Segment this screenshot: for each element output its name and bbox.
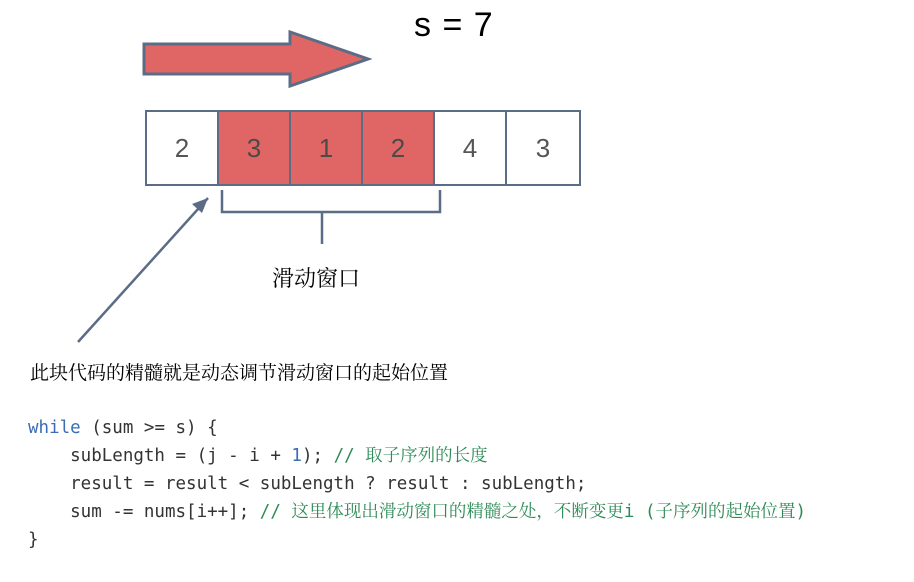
code-comment: // 这里体现出滑动窗口的精髓之处，不断变更i (子序列的起始位置) <box>259 502 807 522</box>
code-text: result = result < subLength ? result : subLength; <box>28 474 587 494</box>
code-text: sum -= nums[i++]; <box>28 502 260 522</box>
code-comment: // 取子序列的长度 <box>333 446 488 466</box>
code-keyword-while: while <box>28 418 81 438</box>
code-number: 1 <box>291 446 302 466</box>
code-block <box>28 386 806 582</box>
right-arrow-icon <box>140 28 372 90</box>
array-cell: 3 <box>219 112 291 184</box>
array-cell: 3 <box>507 112 579 184</box>
sliding-window-label: 滑动窗口 <box>272 266 361 291</box>
code-text: subLength = (j - i + <box>28 446 292 466</box>
array-cell: 2 <box>147 112 219 184</box>
sum-target-label: s = 7 <box>414 6 494 44</box>
array-boxes <box>145 110 581 186</box>
code-text: (sum >= s) { <box>80 418 218 438</box>
array-cell: 2 <box>363 112 435 184</box>
code-text: } <box>28 530 39 550</box>
array-cell: 1 <box>291 112 363 184</box>
code-annotation-text: 此块代码的精髓就是动态调节滑动窗口的起始位置 <box>30 363 449 384</box>
code-text: ); <box>301 446 334 466</box>
array-cell: 4 <box>435 112 507 184</box>
